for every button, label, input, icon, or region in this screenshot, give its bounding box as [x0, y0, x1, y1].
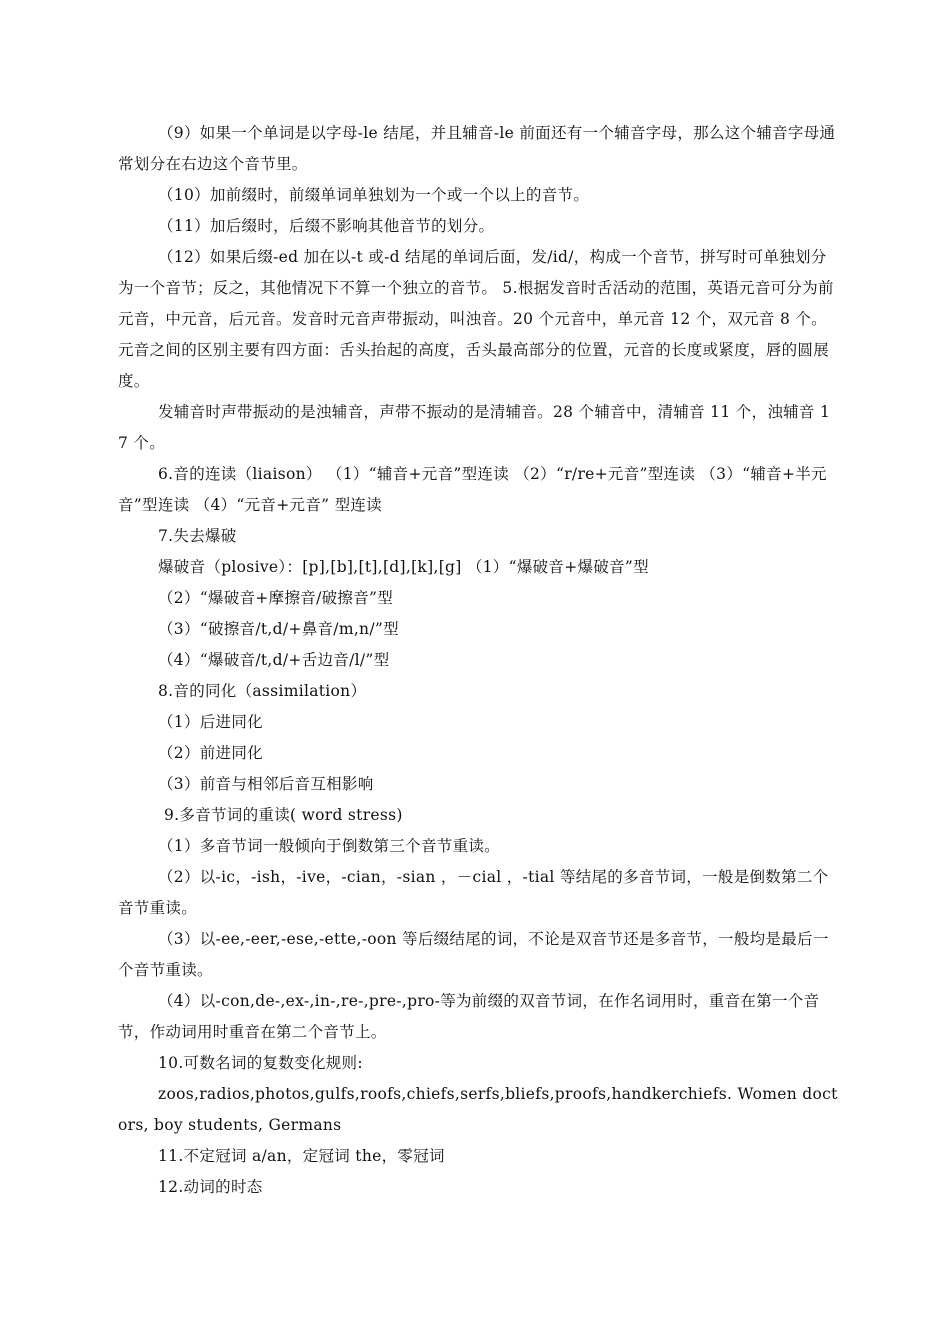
section-9-item-2: （2）以-ic，-ish，-ive，-cian，-sian ，－cial ，-tial 等结尾的多音节词，一般是倒数第二个音节重读。: [118, 868, 829, 917]
section-8-item-1: （1）后进同化: [158, 713, 263, 731]
section-10-heading: 10.可数名词的复数变化规则:: [158, 1054, 363, 1072]
paragraph-rule-12: （12）如果后缀-ed 加在以-t 或-d 结尾的单词后面，发/id/，构成一个音节，拼写时可单独划分为一个音节；反之，其他情况下不算一个独立的音节。 5.根据发音时舌活动的范围，英语元音可分为前元音，中元音，后元音。发音时元音声带振动，叫浊音。20 个元音中，单元音 12 个，双元音 8 个。元音之间的区别主要有四方面：舌头抬起的高度，舌头最高部分的位置，元音的长度或紧度，唇的圆展度。: [118, 248, 834, 390]
section-8-item-2: （2）前进同化: [158, 744, 263, 762]
paragraph-rule-10: （10）加前缀时，前缀单词单独划为一个或一个以上的音节。: [158, 186, 590, 204]
section-8-item-3: （3）前音与相邻后音互相影响: [158, 775, 374, 793]
section-9-item-4: （4）以-con,de-,ex-,in-,re-,pre-,pro-等为前缀的双音节词，在作名词用时，重音在第一个音节，作动词用时重音在第二个音节上。: [118, 992, 820, 1041]
section-11-heading: 11.不定冠词 a/an，定冠词 the，零冠词: [158, 1147, 445, 1165]
section-9-item-3: （3）以-ee,-eer,-ese,-ette,-oon 等后缀结尾的词，不论是双音节还是多音节，一般均是最后一个音节重读。: [118, 930, 829, 979]
paragraph-consonants: 发辅音时声带振动的是浊辅音，声带不振动的是清辅音。28 个辅音中，清辅音 11 个，浊辅音 17 个。: [118, 403, 831, 452]
section-7-item-2: （2）“爆破音+摩擦音/破擦音”型: [158, 589, 394, 607]
section-8-heading: 8.音的同化（assimilation）: [158, 682, 367, 700]
section-12-heading: 12.动词的时态: [158, 1178, 263, 1196]
paragraph-rule-11: （11）加后缀时，后缀不影响其他音节的划分。: [158, 217, 495, 235]
section-7-plosive: 爆破音（plosive）：[p],[b],[t],[d],[k],[g] （1）“爆破音+爆破音”型: [158, 558, 649, 576]
paragraph-rule-9: （9）如果一个单词是以字母-le 结尾，并且辅音-le 前面还有一个辅音字母，那么这个辅音字母通常划分在右边这个音节里。: [118, 124, 836, 173]
section-7-item-3: （3）“破擦音/t,d/+鼻音/m,n/”型: [158, 620, 399, 638]
section-6-liaison: 6.音的连读（liaison） （1）“辅音+元音”型连读 （2）“r/re+元音”型连读 （3）“辅音+半元音”型连读 （4）“元音+元音” 型连读: [118, 465, 827, 514]
section-10-examples: zoos,radios,photos,gulfs,roofs,chiefs,serfs,bliefs,proofs,handkerchiefs. Women doctors, boy students, Germans: [118, 1085, 838, 1134]
section-9-heading: 9.多音节词的重读( word stress): [164, 806, 403, 824]
section-7-heading: 7.失去爆破: [158, 527, 237, 545]
section-7-item-4: （4）“爆破音/t,d/+舌边音/l/”型: [158, 651, 390, 669]
section-9-item-1: （1）多音节词一般倾向于倒数第三个音节重读。: [158, 837, 500, 855]
document-page: [118, 118, 838, 1203]
